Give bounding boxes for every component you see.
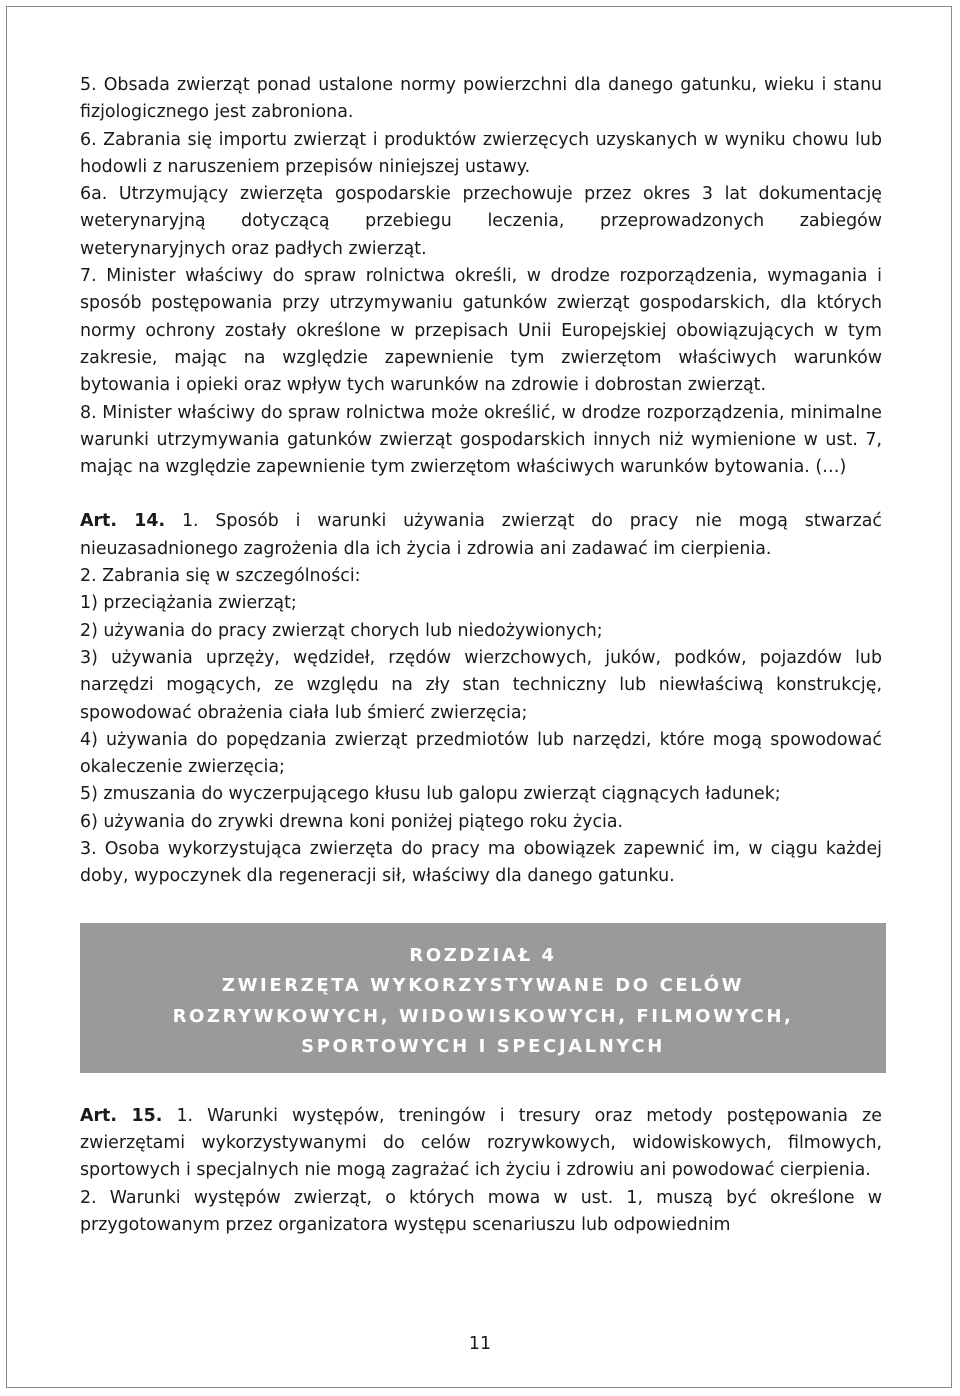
paragraph-8: 8. Minister właściwy do spraw rolnictwa może określić, w drodze rozporządzenia, minimalne warunki utrzymywania gatunków zwierząt gospodarskich innych niż wymienione w ust. 7, mając na względzie zapewnienie tym zwierzętom właściwych warunków bytowania. (…) bbox=[80, 402, 882, 478]
art14-para-1-text: 1. Sposób i warunki używania zwierząt do pracy nie mogą stwarzać nieuzasadnionego zagrożenia dla ich życia i zdrowia ani zadawać im cierpienia. bbox=[80, 511, 882, 559]
chapter-title-line-3: SPORTOWYCH I SPECJALNYCH bbox=[301, 1036, 665, 1058]
spacer bbox=[80, 481, 882, 508]
art14-item-6: 6) używania do zrywki drewna koni poniżej piątego roku życia. bbox=[80, 811, 624, 832]
art15-para-1 bbox=[80, 1103, 882, 1185]
art14-heading: Art. 14. bbox=[80, 511, 166, 532]
document-body bbox=[80, 72, 882, 1239]
page-number: 11 bbox=[468, 1334, 492, 1354]
art15-heading: Art. 15. bbox=[80, 1105, 163, 1126]
art14-item-1: 1) przeciążania zwierząt; bbox=[80, 593, 297, 614]
art14-item-3: 3) używania uprzęży, wędzideł, rzędów wierzchowych, juków, podków, pojazdów lub narzędzi mogących, ze względu na zły stan techniczny lub niewłaściwą konstrukcję, spowodować obrażenia ciała lub śmierć zwierzęcia; bbox=[80, 647, 882, 723]
chapter-heading-box bbox=[80, 923, 886, 1073]
art14-item-2: 2) używania do pracy zwierząt chorych lub niedożywionych; bbox=[80, 620, 603, 641]
art15-para-1-text: 1. Warunki występów, treningów i tresury oraz metody postępowania ze zwierzętami wykorzystywanymi do celów rozrywkowych, widowiskowych, filmowych, sportowych i specjalnych nie mogą zagrażać ich życiu i zdrowiu ani powodować cierpienia. bbox=[80, 1105, 882, 1181]
paragraph-5: 5. Obsada zwierząt ponad ustalone normy powierzchni dla danego gatunku, wieku i stanu fizjologicznego jest zabroniona. bbox=[80, 75, 882, 123]
chapter-number: ROZDZIAŁ 4 bbox=[409, 944, 557, 966]
art15-para-2: 2. Warunki występów zwierząt, o których mowa w ust. 1, muszą być określone w przygotowanym przez organizatora występu scenariuszu lub odpowiednim bbox=[80, 1187, 882, 1235]
paragraph-6: 6. Zabrania się importu zwierząt i produktów zwierzęcych uzyskanych w wyniku chowu lub hodowli z naruszeniem przepisów niniejszej ustawy. bbox=[80, 129, 882, 177]
art14-item-5: 5) zmuszania do wyczerpującego kłusu lub galopu zwierząt ciągnących ładunek; bbox=[80, 784, 781, 805]
art14-para-2: 2. Zabrania się w szczególności: bbox=[80, 566, 361, 587]
art14-item-4: 4) używania do popędzania zwierząt przedmiotów lub narzędzi, które mogą spowodować okaleczenie zwierzęcia; bbox=[80, 729, 882, 778]
chapter-title-line-2: ROZRYWKOWYCH, WIDOWISKOWYCH, FILMOWYCH, bbox=[172, 1005, 794, 1027]
art14-para-3: 3. Osoba wykorzystująca zwierzęta do pracy ma obowiązek zapewnić im, w ciągu każdej doby, wypoczynek dla regeneracji sił, właściwy dla danego gatunku. bbox=[80, 839, 882, 887]
chapter-title-line-1: ZWIERZĘTA WYKORZYSTYWANE DO CELÓW bbox=[221, 975, 745, 997]
paragraph-7: 7. Minister właściwy do spraw rolnictwa określi, w drodze rozporządzenia, wymagania i sposób postępowania przy utrzymywaniu gatunków zwierząt gospodarskich, dla których normy ochrony zostały określone w przepisach Unii Europejskiej obowiązujących w tym zakresie, mając na względzie zapewnienie tym zwierzętom właściwych warunków bytowania i opieki oraz wpływ tych warunków na zdrowie i dobrostan zwierząt. bbox=[80, 266, 882, 396]
paragraph-6a: 6a. Utrzymujący zwierzęta gospodarskie przechowuje przez okres 3 lat dokumentację weterynaryjną dotyczącą przebiegu leczenia, przeprowadzonych zabiegów weterynaryjnych oraz padłych zwierząt. bbox=[80, 184, 882, 259]
art14-para-1 bbox=[80, 508, 882, 563]
